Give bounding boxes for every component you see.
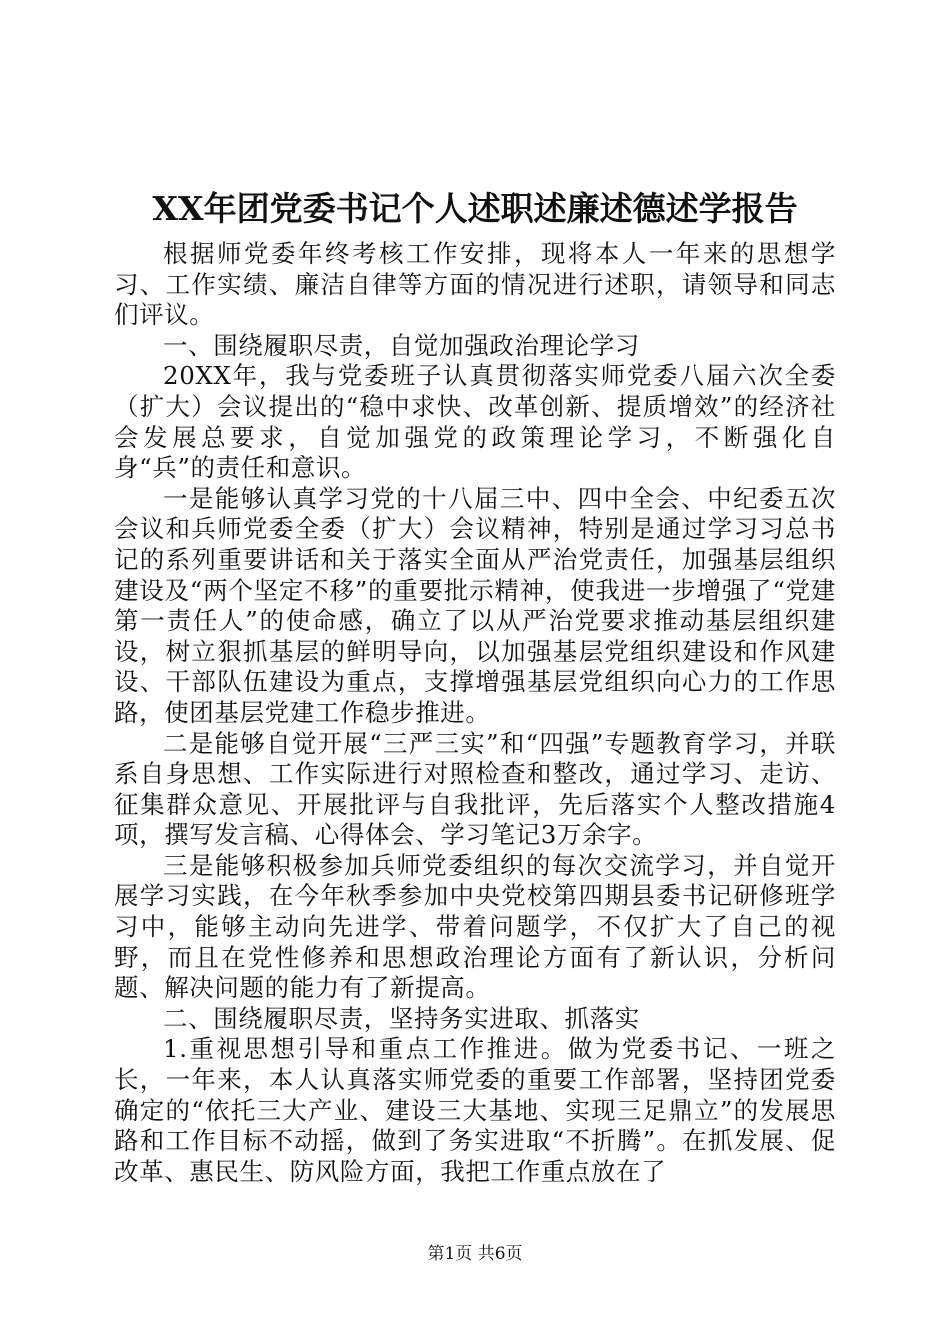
paragraph: 三是能够积极参加兵师党委组织的每次交流学习，并自觉开展学习实践，在今年秋季参加中央党校第四期县委书记研修班学习中，能够主动向先进学、带着问题学，不仅扩大了自己的视野，而且在党性修养和思想政治理论方面有了新认识，分析问题、解决问题的能力有了新提高。 bbox=[114, 850, 836, 1003]
paragraph: 1.重视思想引导和重点工作推进。做为党委书记、一班之长，一年来，本人认真落实师党委的重要工作部署，坚持团党委确定的“依托三大产业、建设三大基地、实现三足鼎立”的发展思路和工作目标不动摇，做到了务实进取“不折腾”。在抓发展、促改革、惠民生、防风险方面，我把工作重点放在了 bbox=[114, 1034, 836, 1186]
paragraph-intro: 根据师党委年终考核工作安排，现将本人一年来的思想学习、工作实绩、廉洁自律等方面的情况进行述职，请领导和同志们评议。 bbox=[114, 239, 836, 330]
section-heading-2: 二、围绕履职尽责，坚持务实进取、抓落实 bbox=[163, 1003, 640, 1033]
paragraph: 20XX年，我与党委班子认真贯彻落实师党委八届六次全委（扩大）会议提出的“稳中求快、改革创新、提质增效”的经济社会发展总要求，自觉加强党的政策理论学习，不断强化自身“兵”的责任和意识。 bbox=[114, 361, 836, 483]
page-title: XX年团党委书记个人述职述廉述德述学报告 bbox=[152, 189, 798, 228]
section-heading-1: 一、围绕履职尽责，自觉加强政治理论学习 bbox=[163, 330, 640, 360]
page-number-footer: 第1页 共6页 bbox=[427, 1244, 523, 1264]
paragraph: 一是能够认真学习党的十八届三中、四中全会、中纪委五次会议和兵师党委全委（扩大）会议精神，特别是通过学习习总书记的系列重要讲话和关于落实全面从严治党责任，加强基层组织建设及“两个坚定不移”的重要批示精神，使我进一步增强了“党建第一责任人”的使命感，确立了以从严治党要求推动基层组织建设，树立狠抓基层的鲜明导向，以加强基层党组织建设和作风建设、干部队伍建设为重点，支撑增强基层党组织向心力的工作思路，使团基层党建工作稳步推进。 bbox=[114, 483, 836, 727]
paragraph: 二是能够自觉开展“三严三实”和“四强”专题教育学习，并联系自身思想、工作实际进行对照检查和整改，通过学习、走访、征集群众意见、开展批评与自我批评，先后落实个人整改措施4项，撰写发言稿、心得体会、学习笔记3万余字。 bbox=[114, 728, 836, 850]
document-body bbox=[114, 239, 836, 1187]
